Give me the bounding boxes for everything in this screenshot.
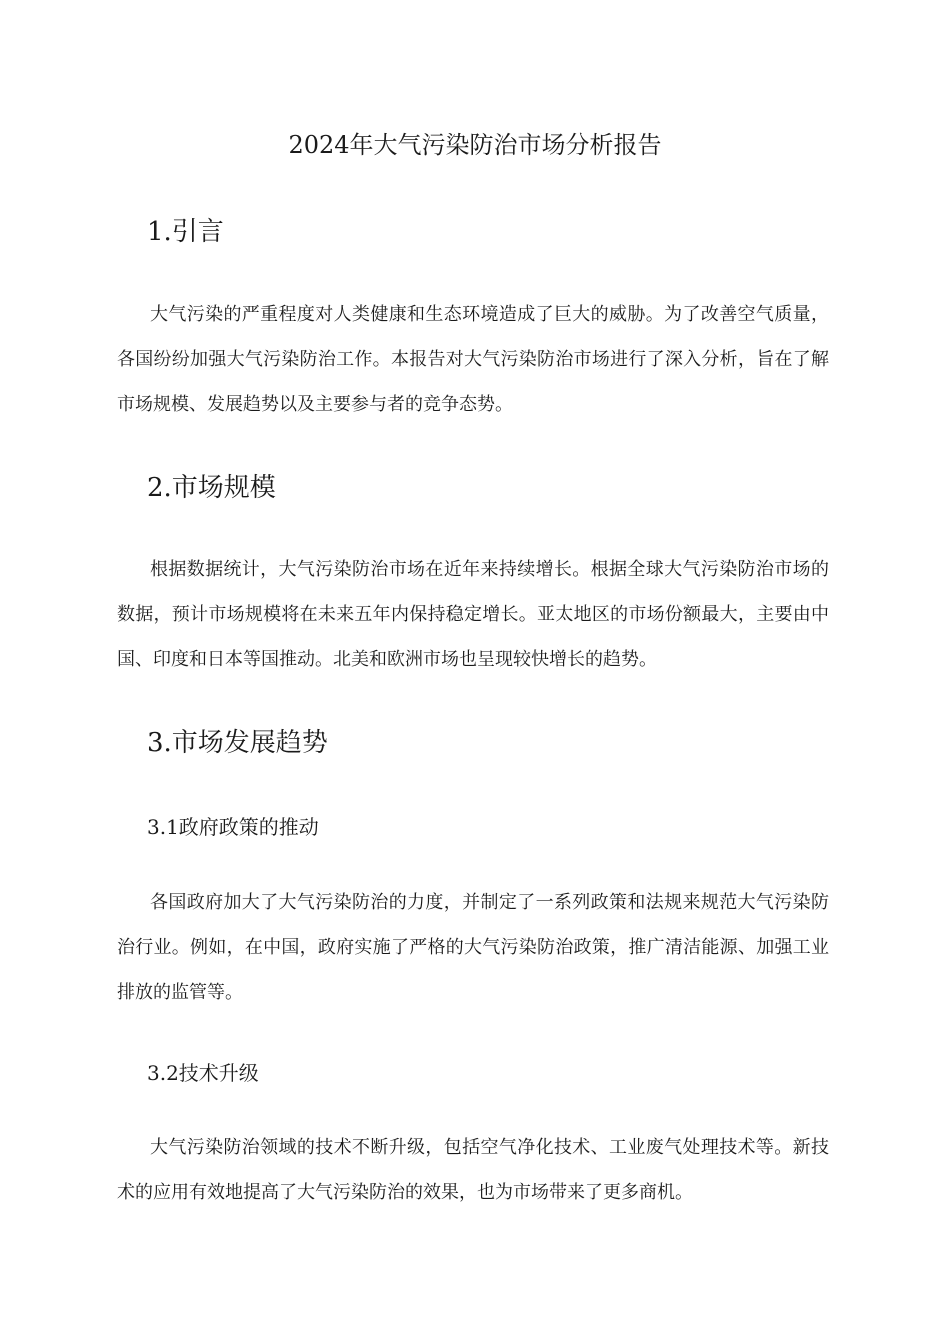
subsection-paragraph-technology: 大气污染防治领域的技术不断升级，包括空气净化技术、工业废气处理技术等。新技术的应用有效地提高了大气污染防治的效果，也为市场带来了更多商机。 bbox=[117, 1137, 829, 1203]
section-heading-market-size: 2.市场规模 bbox=[147, 473, 276, 503]
section-paragraph-market-size: 根据数据统计，大气污染防治市场在近年来持续增长。根据全球大气污染防治市场的数据，预计市场规模将在未来五年内保持稳定增长。亚太地区的市场份额最大，主要由中国、印度和日本等国推动。北美和欧洲市场也呈现较快增长的趋势。 bbox=[117, 559, 829, 670]
document-title: 2024年大气污染防治市场分析报告 bbox=[288, 131, 662, 159]
section-paragraph-introduction: 大气污染的严重程度对人类健康和生态环境造成了巨大的威胁。为了改善空气质量，各国纷纷加强大气污染防治工作。本报告对大气污染防治市场进行了深入分析，旨在了解市场规模、发展趋势以及主要参与者的竞争态势。 bbox=[117, 304, 829, 415]
subsection-heading-policy: 3.1政府政策的推动 bbox=[147, 815, 319, 839]
section-heading-introduction: 1.引言 bbox=[147, 217, 224, 247]
subsection-paragraph-policy: 各国政府加大了大气污染防治的力度，并制定了一系列政策和法规来规范大气污染防治行业。例如，在中国，政府实施了严格的大气污染防治政策，推广清洁能源、加强工业排放的监管等。 bbox=[117, 892, 829, 1003]
section-heading-market-trends: 3.市场发展趋势 bbox=[147, 728, 328, 758]
subsection-heading-technology: 3.2技术升级 bbox=[147, 1061, 259, 1085]
